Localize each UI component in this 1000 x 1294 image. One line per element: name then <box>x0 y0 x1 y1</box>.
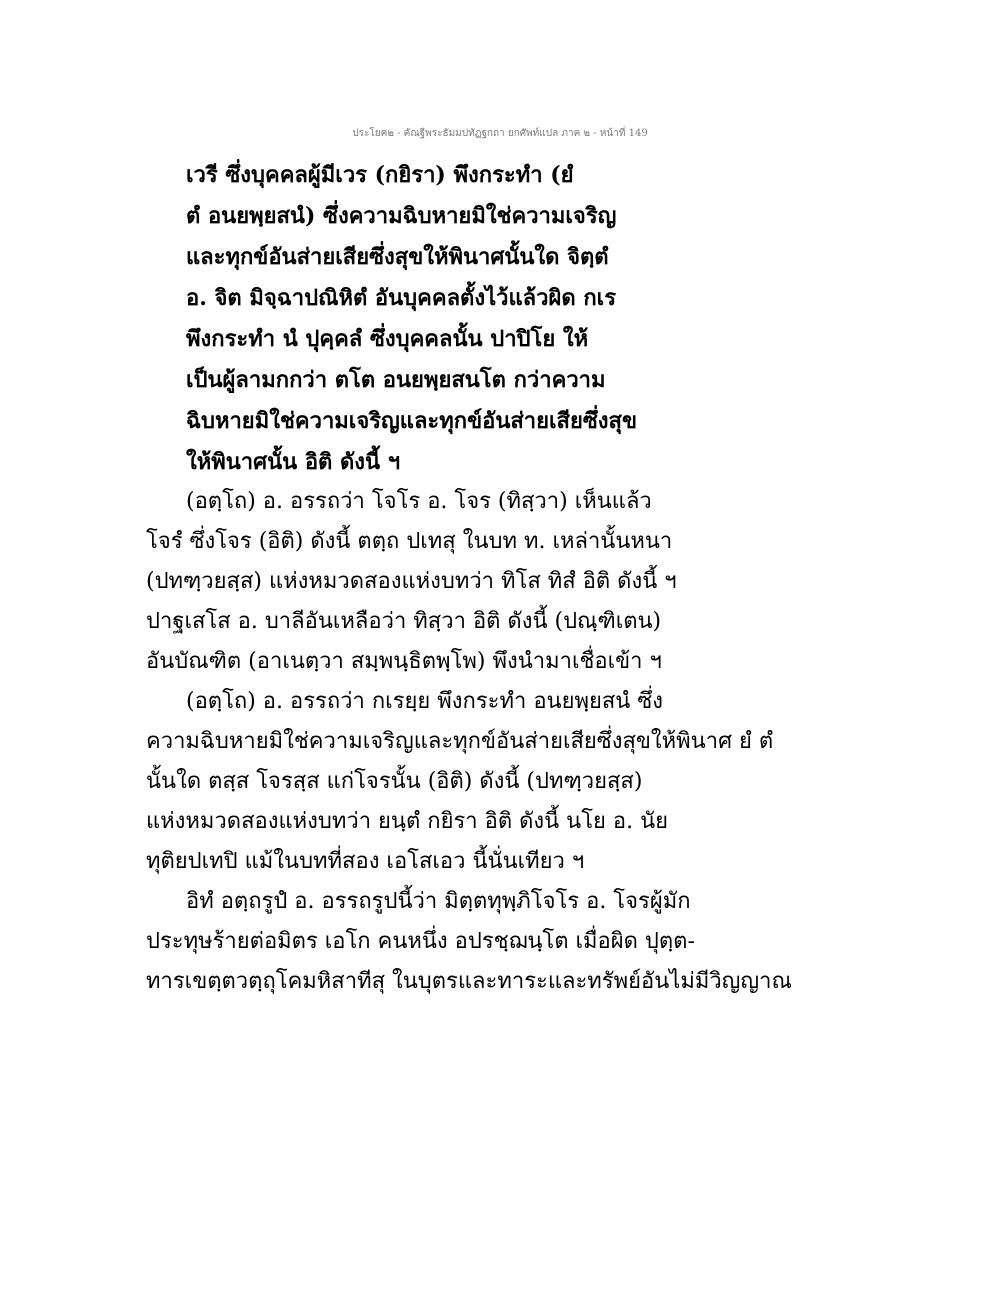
text-line-2: โจรํ ซึ่งโจร (อิติ) ดังนี้ ตตฺถ ปเทสุ ในบท ท. เหล่านั้นหนา <box>146 529 673 554</box>
bold-line-2: ตํ อนยพฺยสนํ) ซึ่งความฉิบหายมิใช่ความเจริญ <box>186 203 617 229</box>
text-line-4: ปาฐเสโส อ. บาลีอันเหลือว่า ทิสฺวา อิติ ดังนี้ (ปณฺฑิเตน) <box>146 609 662 634</box>
text-line-6: (อตฺโถ) อ. อรรถว่า กเรยฺย พึงกระทำ อนยพฺยสนํ ซึ่ง <box>186 689 664 714</box>
text-line-9: แห่งหมวดสองแห่งบทว่า ยนฺตํ กยิรา อิติ ดังนี้ นโย อ. นัย <box>146 809 669 834</box>
bold-line-8: ให้พินาศนั้น อิติ ดังนี้ ฯ <box>186 449 401 475</box>
bold-line-1: เวรี ซึ่งบุคคลผู้มีเวร (กยิรา) พึงกระทำ (ยํ <box>186 162 574 188</box>
text-line-7: ความฉิบหายมิใช่ความเจริญและทุกข์อันส่ายเสียซึ่งสุขให้พินาศ ยํ ตํ <box>146 729 774 754</box>
bold-line-6: เป็นผู้ลามกกว่า ตโต อนยพฺยสนโต กว่าความ <box>186 367 606 393</box>
bold-line-5: พึงกระทำ นํ ปุคฺคลํ ซึ่งบุคคลนั้น ปาปิโย ให้ <box>186 326 589 352</box>
text-line-1: (อตฺโถ) อ. อรรถว่า โจโร อ. โจร (ทิสฺวา) เห็นแล้ว <box>186 489 652 514</box>
bold-line-7: ฉิบหายมิใช่ความเจริญและทุกข์อันส่ายเสียซึ่งสุข <box>186 408 638 434</box>
text-line-5: อันบัณฑิต (อาเนตฺวา สมฺพนฺธิตพฺโพ) พึงนำมาเชื่อเข้า ฯ <box>146 649 662 674</box>
text-line-8: นั้นใด ตสฺส โจรสฺส แก่โจรนั้น (อิติ) ดังนี้ (ปทฑฺวยสฺส) <box>146 769 643 794</box>
text-line-3: (ปทฑฺวยสฺส) แห่งหมวดสองแห่งบทว่า ทิโส ทิสํ อิติ ดังนี้ ฯ <box>146 569 677 594</box>
running-header: ประโยค๒ - คัณฐีพระธัมมปทัฏฐกถา ยกศัพท์แปล ภาค ๒ - หน้าที่ 149 <box>352 128 648 139</box>
bold-line-4: อ. จิต มิจฺฉาปณิหิตํ อันบุคคลตั้งไว้แล้วผิด กเร <box>186 285 617 311</box>
text-line-11: อิทํ อตฺถรูปํ อ. อรรถรูปนี้ว่า มิตฺตทุพฺภิโจโร อ. โจรผู้มัก <box>186 889 691 914</box>
bold-line-3: และทุกข์อันส่ายเสียซึ่งสุขให้พินาศนั้นใด จิตฺตํ <box>186 244 609 270</box>
text-line-10: ทุติยปเทปิ แม้ในบทที่สอง เอโสเอว นี้นั่นเทียว ฯ <box>146 849 585 874</box>
text-line-13: ทารเขตฺตวตฺถุโคมหิสาทีสุ ในบุตรและทาระและทรัพย์อันไม่มีวิญญาณ <box>146 969 792 994</box>
text-line-12: ประทุษร้ายต่อมิตร เอโก คนหนึ่ง อปรชฺฌนฺโต เมื่อผิด ปุตฺต- <box>146 929 695 954</box>
